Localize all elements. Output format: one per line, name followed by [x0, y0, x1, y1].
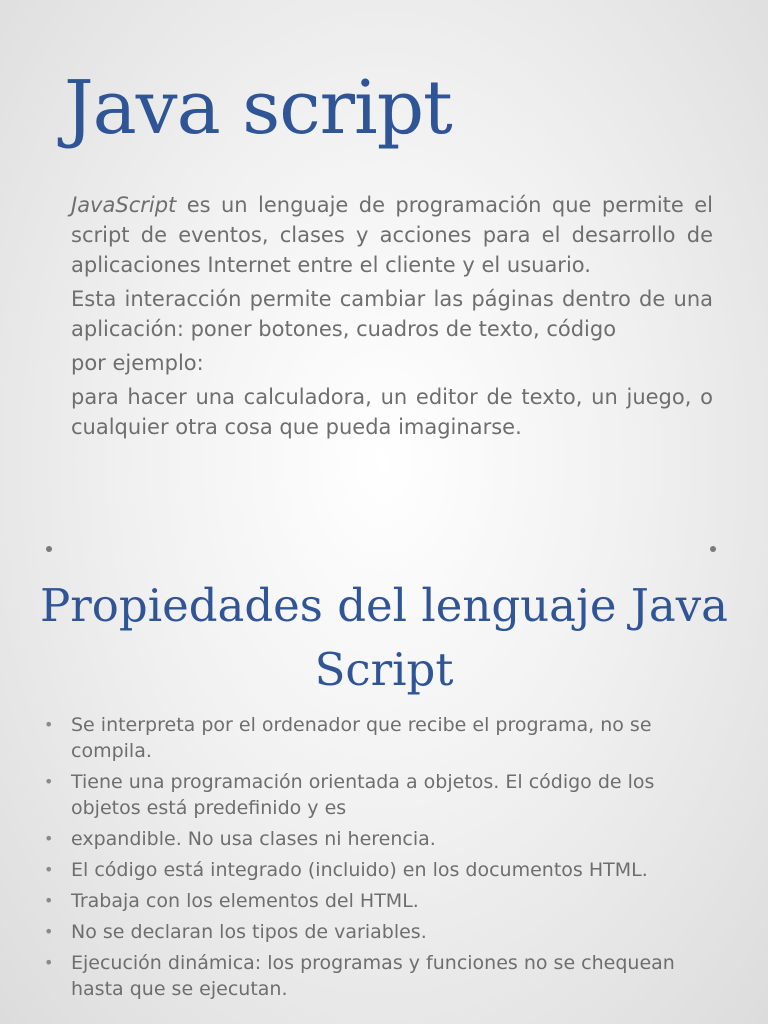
paragraph-example: para hacer una calculadora, un editor de texto, un juego, o cualquier otra cosa que pueda imaginarse.: [71, 385, 713, 439]
list-item-text: Se interpreta por el ordenador que recibe el programa, no se compila.: [71, 714, 652, 762]
paragraph-interaction: Esta interacción permite cambiar las páginas dentro de una aplicación: poner botones, cuadros de texto, código: [71, 287, 713, 341]
list-item-text: Trabaja con los elementos del HTML.: [71, 890, 419, 912]
definition-text: es un lenguaje de programación que permite el script de eventos, clases y acciones para el desarrollo de aplicaciones Internet entre el cliente y el usuario.: [71, 193, 713, 277]
slide-title: Java script: [64, 65, 452, 151]
slide-properties: [0, 540, 768, 1024]
bullet-icon: •: [44, 860, 54, 879]
list-item: [44, 769, 724, 821]
list-item: [44, 888, 724, 914]
list-item-text: expandible. No usa clases ni herencia.: [71, 828, 436, 850]
list-item: [44, 950, 724, 1002]
bullet-icon: •: [44, 922, 54, 941]
list-item: [44, 857, 724, 883]
slide-title: Propiedades del lenguaje Java Script: [40, 579, 728, 696]
list-item: [44, 919, 724, 945]
list-item-text: No se declaran los tipos de variables.: [71, 921, 427, 943]
slide-body: [71, 190, 713, 446]
list-item-text: Tiene una programación orientada a objetos. El código de los objetos está predefinido y es: [71, 771, 655, 819]
list-item-text: Ejecución dinámica: los programas y funciones no se chequean hasta que se ejecutan.: [71, 952, 675, 1000]
list-item: [44, 712, 724, 764]
paragraph-example-intro: por ejemplo:: [71, 351, 204, 375]
list-item: [44, 826, 724, 852]
properties-list: [44, 712, 724, 1007]
list-item-text: El código está integrado (incluido) en los documentos HTML.: [71, 859, 648, 881]
bullet-icon: •: [44, 715, 54, 734]
paragraph-definition: [71, 190, 713, 280]
javascript-term: JavaScript: [71, 193, 177, 217]
bullet-icon: •: [44, 772, 54, 791]
bullet-icon: •: [44, 891, 54, 910]
bullet-icon: •: [44, 953, 54, 972]
bullet-icon: •: [44, 829, 54, 848]
